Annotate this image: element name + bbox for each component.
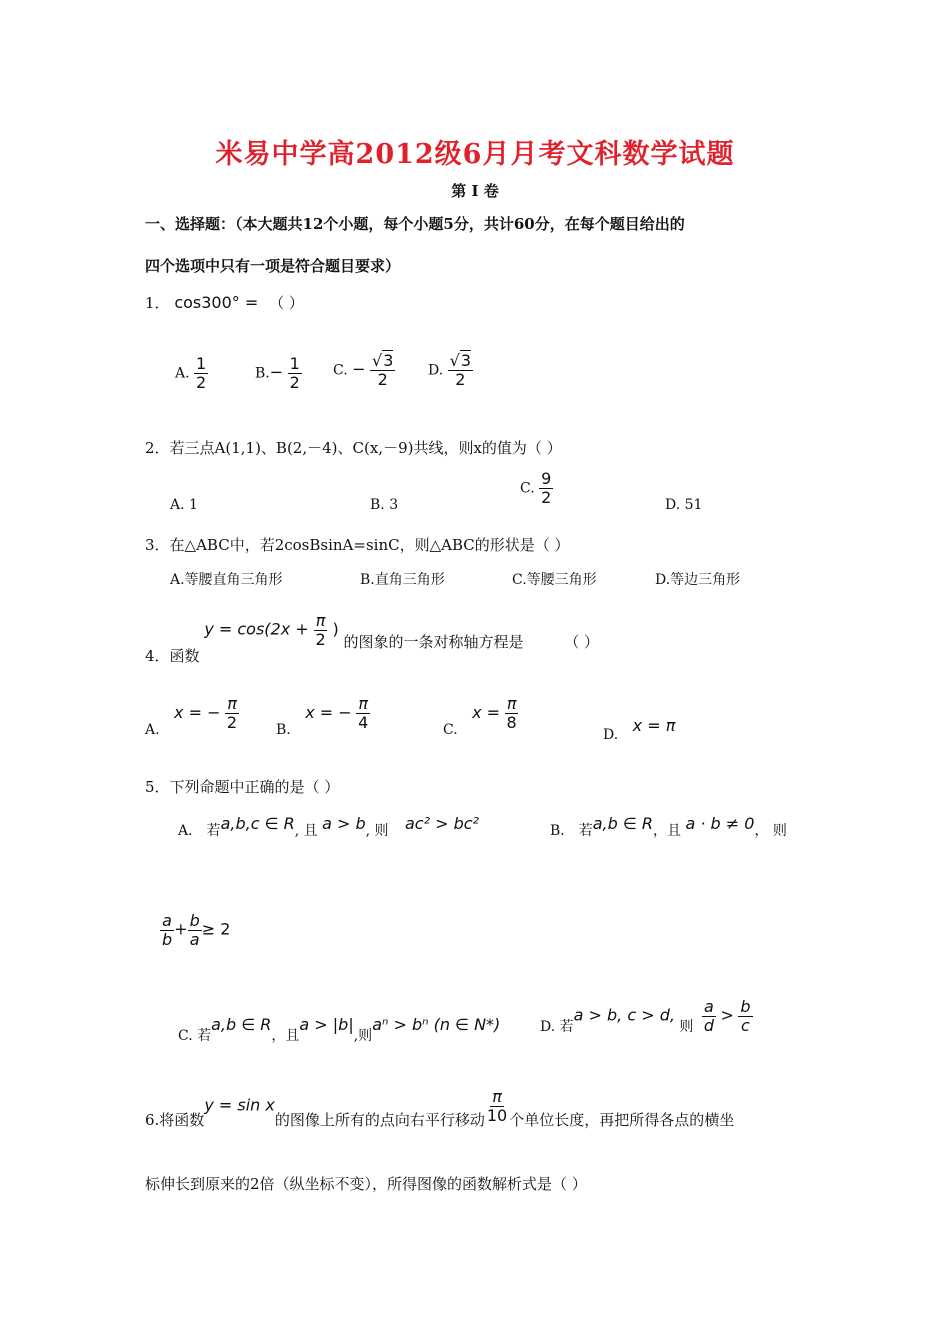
denominator: 2 (541, 488, 552, 507)
option-text: , 且 (294, 823, 318, 839)
question-expression: cos300° = (174, 293, 259, 312)
option-expression: a > |b| (299, 1015, 354, 1034)
sqrt-icon: √ (449, 351, 460, 370)
question-number: 1． (145, 294, 170, 312)
numerator: π (492, 1087, 502, 1106)
volume-heading: 第 I 卷 (451, 182, 499, 200)
fraction (160, 912, 174, 949)
numerator (370, 352, 395, 371)
denominator: 2 (196, 373, 207, 392)
option-expression: x = − (174, 702, 221, 722)
q3-option-a: A.等腰直角三角形 (170, 572, 283, 588)
option-text: ， 则 (754, 823, 787, 839)
option-text: 则 (674, 1018, 694, 1035)
q5-option-b-result (160, 912, 230, 949)
fraction (485, 1088, 509, 1125)
q3-option-d: D.等边三角形 (655, 572, 741, 588)
answer-blank: （ ） (564, 632, 600, 651)
numerator: π (315, 611, 326, 630)
question-6 (145, 1087, 735, 1129)
option-text: ，且 (653, 823, 682, 839)
numerator: π (227, 694, 237, 713)
denominator: 10 (486, 1106, 508, 1125)
denominator: 8 (506, 713, 517, 732)
section-instructions-line2: 四个选项中只有一项是符合题目要求） (145, 257, 401, 275)
paren: ) (332, 619, 339, 639)
question-3: 3．在△ABC中，若2cosBsinA=sinC，则△ABC的形状是（ ） (145, 536, 570, 554)
denominator: 2 (226, 713, 238, 732)
q2-option-b: B. 3 (370, 497, 399, 513)
q1-option-b (255, 355, 302, 392)
option-label: C. (333, 362, 348, 379)
option-expression: ac² > bc² (404, 814, 479, 833)
numerator: a (704, 997, 714, 1016)
fraction (738, 998, 752, 1035)
denominator: 2 (455, 370, 466, 389)
option-expression: a > b (322, 814, 366, 833)
question-number: 4．函数 (145, 646, 200, 665)
page-title: 米易中学高2012级6月月考文科数学试题 (215, 139, 735, 170)
numerator (448, 352, 473, 371)
option-text: ，且 (271, 1028, 300, 1044)
numerator: 1 (196, 354, 207, 373)
question-text: 6.将函数 (145, 1110, 205, 1129)
denominator: 2 (315, 630, 326, 649)
denominator: 4 (358, 713, 369, 732)
question-5: 5．下列命题中正确的是（ ） (145, 778, 340, 796)
fraction (505, 695, 519, 732)
q1-option-d (428, 352, 473, 389)
denominator: d (703, 1016, 715, 1035)
q5-option-d (540, 998, 753, 1035)
option-expression: x = − (305, 702, 352, 722)
option-expression: a > b, c > d, (573, 1005, 675, 1025)
q4-option-b (276, 694, 370, 738)
q2-option-c (520, 470, 553, 507)
option-label: B. (255, 365, 270, 382)
denominator: c (741, 1016, 750, 1035)
denominator: 2 (289, 373, 300, 392)
q5-option-b (550, 814, 787, 839)
q2-option-a: A. 1 (170, 497, 198, 513)
question-expression: y = cos(2x + (204, 619, 309, 639)
q4-option-d (603, 716, 676, 743)
fraction (370, 352, 395, 389)
fraction (313, 612, 327, 649)
option-expression: x = (472, 702, 501, 722)
numerator: b (740, 997, 751, 1016)
option-label: D. (428, 362, 444, 379)
fraction (188, 912, 202, 949)
numerator: a (162, 911, 172, 930)
fraction (702, 998, 716, 1035)
denominator: 2 (377, 370, 388, 389)
option-text: , 则 (365, 823, 389, 839)
fraction (539, 470, 553, 507)
option-label: D. 若 (540, 1018, 574, 1035)
numerator: 9 (541, 469, 552, 488)
question-1 (145, 292, 304, 313)
fraction (194, 355, 208, 392)
option-expression: aⁿ > bⁿ (n ∈ N*) (372, 1015, 501, 1034)
radicand: 3 (460, 351, 472, 370)
q1-option-c (333, 352, 395, 389)
option-label: C. (443, 721, 458, 738)
q4-option-a (145, 694, 239, 738)
q3-option-c: C.等腰三角形 (512, 572, 597, 588)
denominator: b (162, 930, 173, 949)
fraction (356, 695, 370, 732)
question-expression: y = sin x (204, 1095, 275, 1115)
plus-sign: + (174, 919, 188, 939)
option-text: ,则 (353, 1028, 373, 1044)
q5-option-a (178, 814, 479, 839)
option-expression: ≥ 2 (201, 919, 231, 939)
q1-option-a (175, 355, 208, 392)
option-label: D. (603, 727, 619, 743)
question-text: 个单位长度，再把所得各点的横坐 (509, 1110, 735, 1129)
option-expression: a,b ∈ R (211, 1015, 272, 1034)
option-expression: a,b ∈ R (592, 814, 654, 833)
q3-option-b: B.直角三角形 (360, 572, 445, 588)
numerator: b (189, 911, 200, 930)
question-6-line2: 标伸长到原来的2倍（纵坐标不变），所得图像的函数解析式是（ ） (145, 1175, 587, 1193)
numerator: 1 (289, 354, 300, 373)
fraction (448, 352, 473, 389)
greater-than-sign: > (720, 1005, 734, 1025)
question-text: 的图像上所有的点向右平行移动 (274, 1110, 485, 1129)
option-label: B． 若 (550, 823, 593, 839)
option-label: C. 若 (178, 1028, 212, 1044)
option-label: B. (276, 721, 291, 738)
minus-sign: − (352, 359, 366, 379)
question-text: 的图象的一条对称轴方程是 (343, 632, 524, 651)
denominator: a (189, 930, 200, 949)
sqrt-icon: √ (371, 351, 383, 370)
option-expression: a · b ≠ 0 (685, 814, 755, 833)
q4-option-c (443, 694, 519, 738)
q5-option-c (178, 1015, 501, 1044)
numerator: π (506, 694, 517, 713)
minus-sign: − (269, 362, 284, 382)
q2-option-d: D. 51 (665, 497, 703, 513)
option-label: A． 若 (178, 823, 221, 839)
option-label: A. (175, 365, 190, 382)
option-label: A. (145, 721, 160, 738)
question-2: 2．若三点A(1,1)、B(2,－4)、C(x,－9)共线，则x的值为（ ） (145, 439, 562, 457)
fraction (288, 355, 302, 392)
option-expression: x = π (632, 716, 676, 735)
radicand: 3 (383, 351, 394, 370)
section-instructions-line1: 一、选择题：（本大题共12个小题，每个小题5分，共计60分，在每个题目给出的 (145, 215, 685, 233)
option-expression: a,b,c ∈ R (220, 814, 295, 833)
numerator: π (358, 694, 369, 713)
option-label: C. (520, 480, 535, 497)
question-4 (145, 611, 600, 665)
fraction (225, 695, 239, 732)
answer-blank: （ ） (269, 294, 304, 312)
